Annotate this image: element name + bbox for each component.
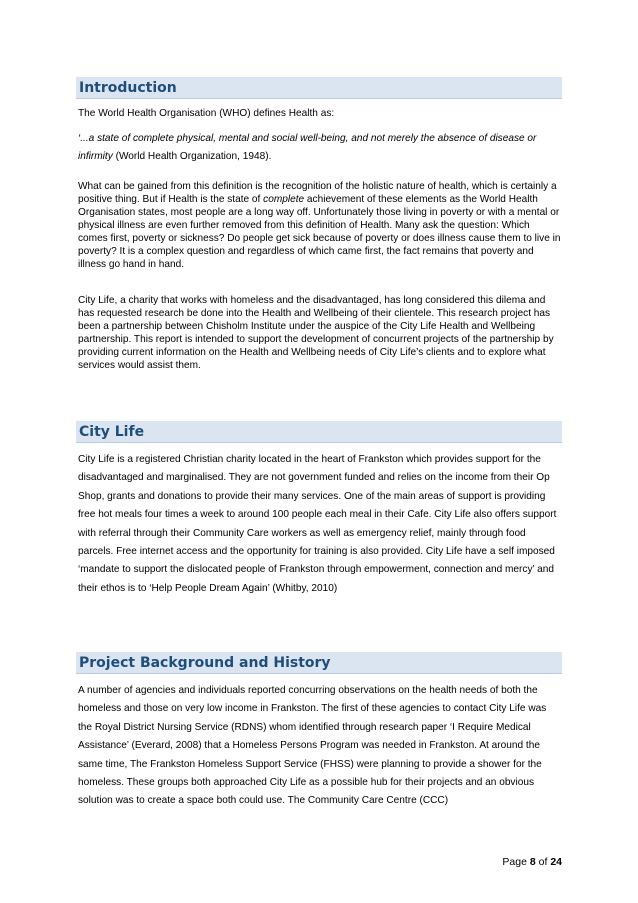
section-heading-project-background: Project Background and History: [76, 652, 562, 674]
section-heading-city-life: City Life: [76, 421, 562, 443]
of-label: of: [535, 856, 551, 868]
intro-quote-text: ‘...a state of complete physical, mental and social well-being, and not merely the absence of disease or infirmity: [78, 133, 537, 163]
intro-paragraph-3-part-b: achievement of these elements as the World Health Organisation states, most people are a long way off. Unfortunately those living in poverty or with a mental or physical illness are even further removed from this definition of Health. Many ask the question: Which comes first, poverty or sickness? Do people get sick because of poverty or does illness cause them to live in poverty? It is a complex question and regardless of which came first, the fact remains that poverty and illness go hand in hand.: [78, 194, 561, 270]
project-background-paragraph: A number of agencies and individuals reported concurring observations on the health needs of both the homeless and those on very low income in Frankston. The first of these agencies to contact City Life was the Royal District Nursing Service (RDNS) whom identified through research paper ‘I Require Medical Assistance’ (Everard, 2008) that a Homeless Persons Program was needed in Frankston. At around the same time, The Frankston Homeless Support Service (FHSS) were planning to provide a shower for the homeless. These groups both approached City Life as a possible hub for their projects and an obvious solution was to create a space both could use. The Community Care Centre (CCC): [78, 685, 547, 807]
page-number: 8: [529, 856, 536, 868]
intro-paragraph-3-emphasis: complete: [263, 194, 305, 205]
intro-paragraph-1: The World Health Organisation (WHO) defines Health as:: [78, 108, 335, 119]
intro-paragraph-4: City Life, a charity that works with homeless and the disadvantaged, has long considered this dilema and has requested research be done into the Health and Wellbeing of their clientele. This research project has been a partnership between Chisholm Institute under the auspice of the City Life Health and Wellbeing partnership. This report is intended to support the development of concurrent projects of the partnership by providing current information on the Health and Wellbeing needs of City Life’s clients and to explore what services would assist them.: [78, 295, 554, 371]
section-heading-introduction: Introduction: [76, 77, 562, 99]
city-life-paragraph: City Life is a registered Christian charity located in the heart of Frankston which provides support for the disadvantaged and marginalised. They are not government funded and relies on the income from their Op Shop, grants and donations to provide their many services. One of the main areas of support is providing free hot meals four times a week to around 100 people each meal in their Cafe. City Life also offers support with referral through their Community Care workers as well as emergency relief, mainly through food parcels. Free internet access and the opportunity for training is also provided. City Life have a self imposed ‘mandate to support the dislocated people of Frankston through empowerment, connection and mercy’ and their ethos is to ‘Help People Dream Again’ (Whitby, 2010): [78, 454, 557, 594]
intro-paragraph-3: [78, 180, 562, 271]
page-footer: [480, 856, 562, 868]
intro-quote: [78, 130, 562, 167]
page-label: Page: [502, 856, 530, 868]
intro-quote-citation: (World Health Organization, 1948).: [112, 151, 272, 163]
intro-paragraph-3-part-a: What can be gained from this definition is the recognition of the holistic nature of health, which is certainly a positive thing. But if Health is the state of: [78, 181, 557, 205]
total-pages: 24: [550, 856, 562, 868]
